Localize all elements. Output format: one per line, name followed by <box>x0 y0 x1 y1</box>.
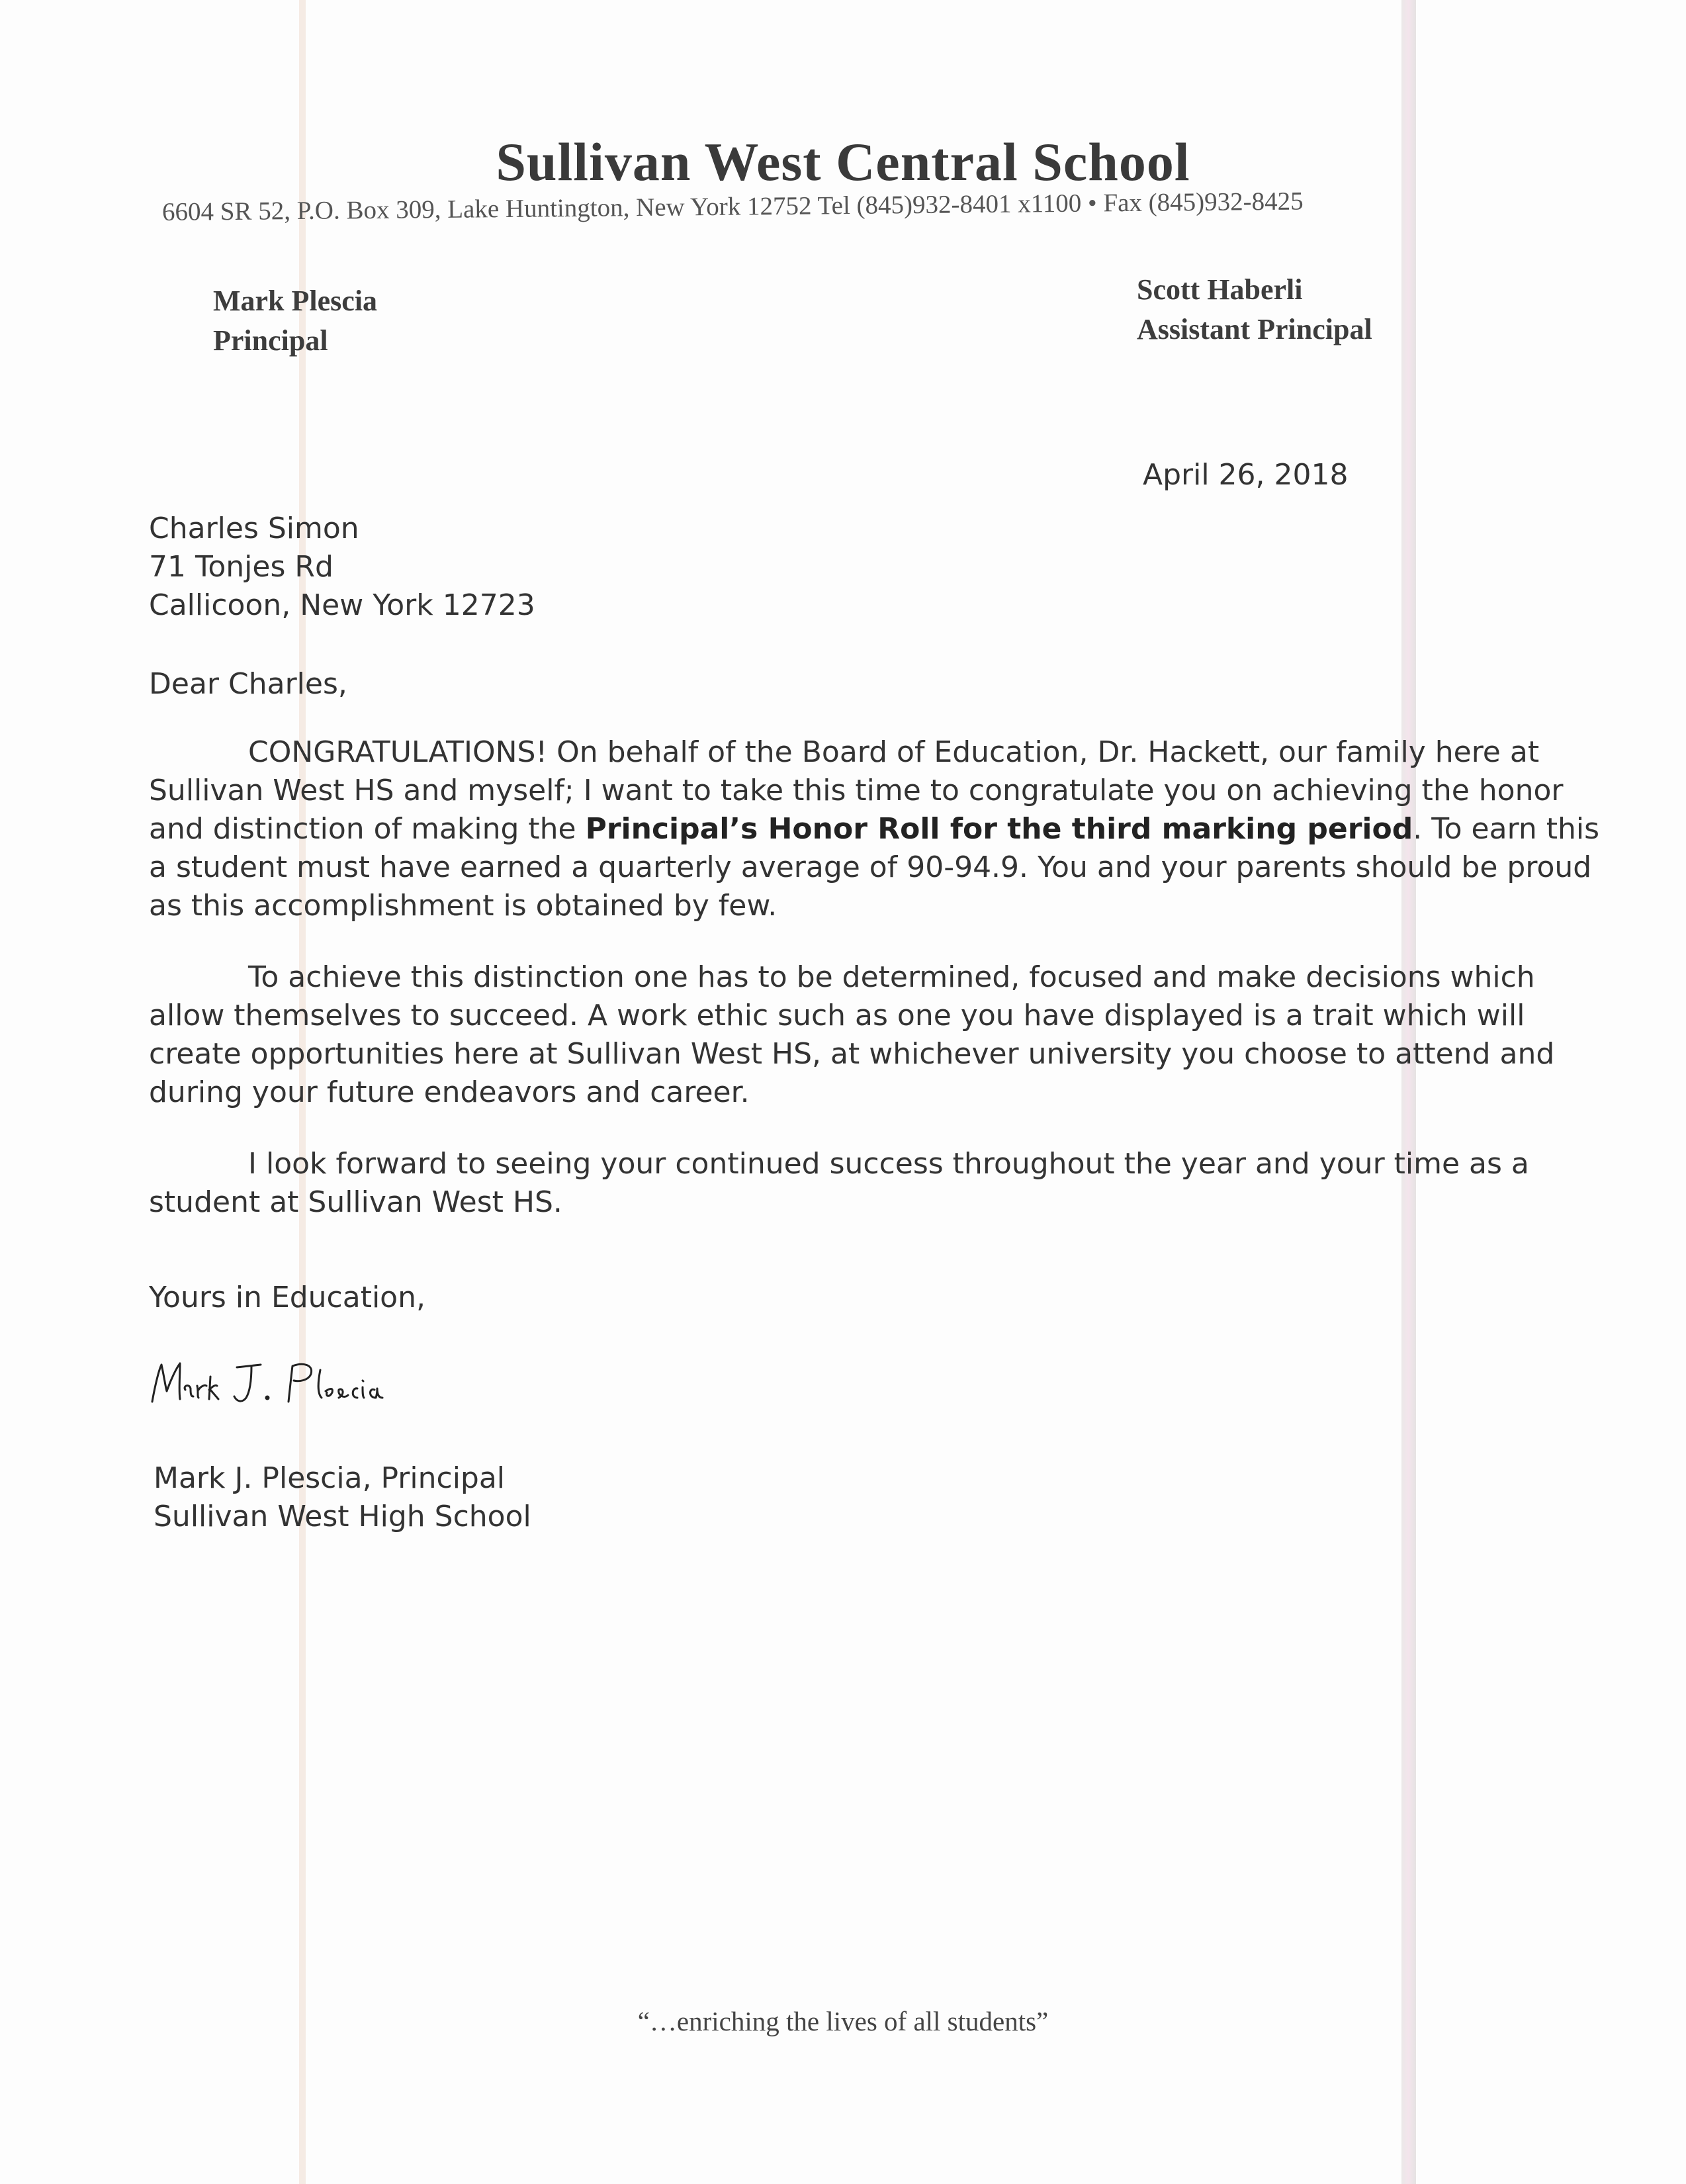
school-address-line: 6604 SR 52, P.O. Box 309, Lake Huntington, New York 12752 Tel (845)932-8401 x1100 • Fax (845)932-8425 <box>161 187 1304 226</box>
paragraph-line: Sullivan West HS and myself; I want to take this time to congratulate you on achieving the honor <box>149 774 1564 807</box>
signer-school: Sullivan West High School <box>154 1500 531 1533</box>
recipient-name: Charles Simon <box>149 512 359 545</box>
principal-title: Principal <box>213 324 328 357</box>
principal-name: Mark Plescia <box>213 285 378 317</box>
paragraph-line <box>149 810 1600 848</box>
honor-roll-emphasis: Principal’s Honor Roll for the third marking period <box>585 812 1413 846</box>
recipient-address <box>149 510 535 625</box>
paragraph-line: during your future endeavors and career. <box>149 1075 750 1109</box>
paragraph-line: as this accomplishment is obtained by few. <box>149 889 777 923</box>
letter-date: April 26, 2018 <box>1143 458 1349 492</box>
salutation: Dear Charles, <box>149 667 347 701</box>
recipient-city: Callicoon, New York 12723 <box>149 588 535 622</box>
school-motto: “…enriching the lives of all students” <box>637 2006 1049 2036</box>
school-name-heading: Sullivan West Central School <box>496 132 1190 192</box>
paragraph-distinction <box>149 958 1555 1112</box>
assistant-principal-block <box>1137 270 1372 349</box>
assistant-principal-name: Scott Haberli <box>1137 273 1303 306</box>
paragraph-congratulations <box>149 733 1600 925</box>
paragraph-line: allow themselves to succeed. A work ethic such as one you have displayed is a trait which will <box>149 999 1525 1032</box>
paragraph-line: student at Sullivan West HS. <box>149 1185 562 1219</box>
assistant-principal-title: Assistant Principal <box>1137 313 1372 345</box>
signer-name-title: Mark J. Plescia, Principal <box>154 1461 506 1495</box>
recipient-street: 71 Tonjes Rd <box>149 550 333 584</box>
paragraph-text: . To earn this <box>1413 812 1600 846</box>
paragraph-line: a student must have earned a quarterly average of 90-94.9. You and your parents should be proud <box>149 850 1592 884</box>
signer-block <box>154 1459 531 1536</box>
paragraph-line: To achieve this distinction one has to be determined, focused and make decisions which <box>248 960 1535 994</box>
principal-block <box>213 281 377 361</box>
paragraph-line: I look forward to seeing your continued success throughout the year and your time as a <box>248 1147 1529 1181</box>
paragraph-look-forward <box>149 1145 1538 1222</box>
closing: Yours in Education, <box>149 1281 425 1314</box>
paragraph-line: CONGRATULATIONS! On behalf of the Board of Education, Dr. Hackett, our family here at <box>248 735 1540 769</box>
handwritten-signature <box>147 1350 412 1416</box>
paragraph-text: and distinction of making the <box>149 812 586 846</box>
paragraph-line: create opportunities here at Sullivan West HS, at whichever university you choose to attend and <box>149 1037 1555 1071</box>
